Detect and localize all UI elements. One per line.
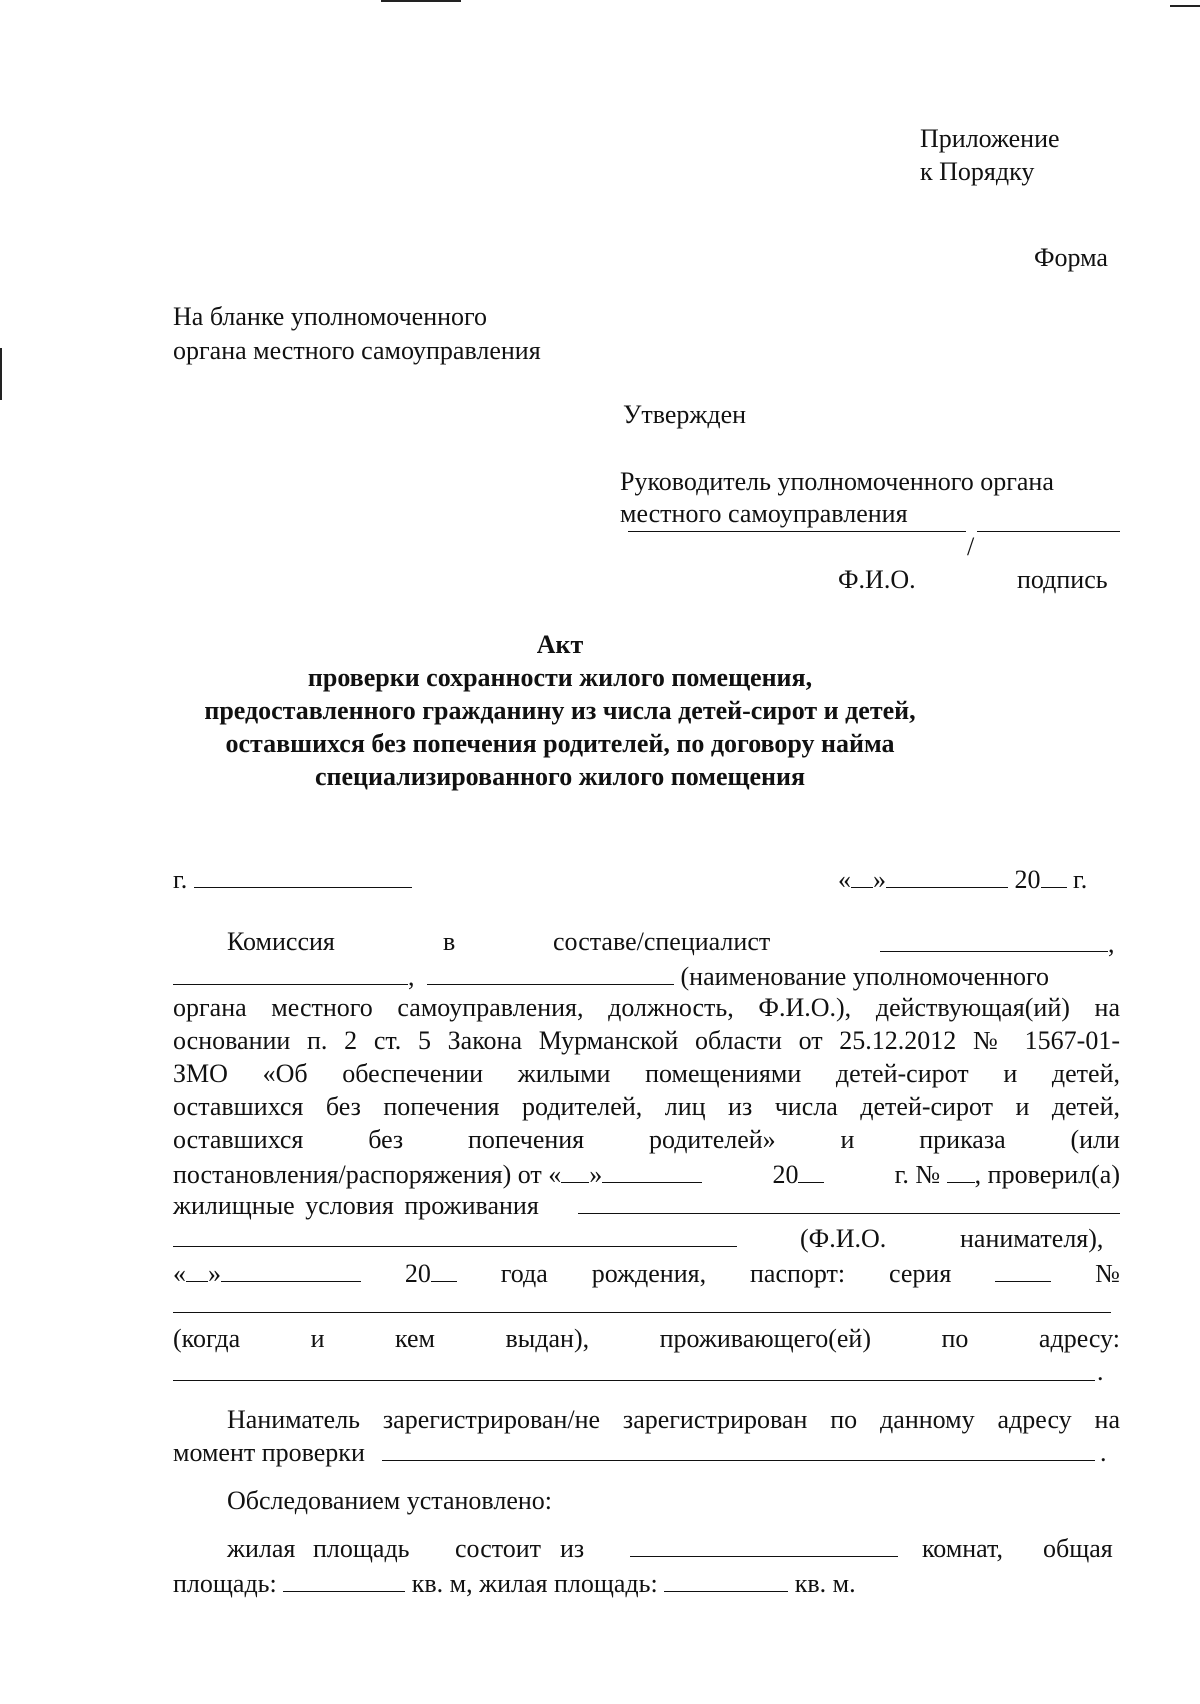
living-area-label: кв. м, жилая площадь: xyxy=(411,1569,658,1598)
p4-word-4: из xyxy=(560,1534,585,1563)
passport-number-label: № xyxy=(1095,1259,1120,1288)
p2-line-2: момент проверки xyxy=(173,1438,365,1467)
p1-l10-tenant: нанимателя), xyxy=(960,1224,1104,1253)
birth-year-prefix: 20 xyxy=(404,1259,431,1288)
p3-inspection: Обследованием установлено: xyxy=(227,1486,552,1515)
p4-word-3: состоит xyxy=(455,1534,542,1563)
birth-month-blank xyxy=(221,1255,361,1282)
birth-quote-close: » xyxy=(208,1259,221,1288)
p1-l7-word-1: оставшихся xyxy=(173,1125,304,1154)
birth-year-group xyxy=(405,1255,457,1290)
address-blank xyxy=(173,1380,1095,1381)
birth-year-blank xyxy=(431,1255,457,1282)
p1-l8-group-3 xyxy=(895,1156,1120,1191)
order-number-blank xyxy=(947,1156,975,1183)
p1-word-in: в xyxy=(443,927,456,956)
order-month-blank xyxy=(602,1156,702,1183)
total-area-blank xyxy=(283,1565,405,1592)
p1-l8-year: 20 xyxy=(772,1160,799,1189)
order-year-blank xyxy=(798,1156,824,1183)
total-area-label: площадь: xyxy=(173,1569,277,1598)
p1-composition-field xyxy=(880,925,1115,960)
p4-rooms: комнат, xyxy=(922,1534,1003,1563)
p1-l11-word-3: паспорт: xyxy=(749,1259,846,1288)
p1-l11-word-1: года xyxy=(500,1259,548,1288)
p1-l13-word-2: и xyxy=(310,1324,325,1353)
scan-artifact-top-right xyxy=(1170,5,1200,7)
slash-separator: / xyxy=(967,532,975,561)
city-blank xyxy=(194,861,412,888)
p1-l13-word-6: по xyxy=(941,1324,969,1353)
year-blank xyxy=(1041,861,1067,888)
p1-l13-word-4: выдан), xyxy=(505,1324,590,1353)
p1-l13-word-3: кем xyxy=(395,1324,436,1353)
p1-word-commission: Комиссия xyxy=(227,927,335,956)
p1-l13-word-5: проживающего(ей) xyxy=(659,1324,871,1353)
p2-period: . xyxy=(1100,1438,1107,1467)
registration-blank xyxy=(382,1460,1095,1461)
p1-comma: , xyxy=(1108,929,1115,958)
city-field xyxy=(173,861,412,896)
approved-label: Утвержден xyxy=(623,400,747,429)
sq-m-label: кв. м. xyxy=(794,1569,856,1598)
fio-blank-line xyxy=(628,531,966,532)
p1-line-9 xyxy=(173,1189,539,1222)
document-title xyxy=(0,628,1120,793)
p1-l11-word-4: серия xyxy=(889,1259,952,1288)
month-blank xyxy=(886,861,1008,888)
blank-2a xyxy=(173,958,408,985)
p1-l7-word-3: попечения xyxy=(468,1125,585,1154)
form-label: Форма xyxy=(1034,243,1108,272)
date-field xyxy=(838,861,1087,896)
p1-line-6: оставшихся без попечения родителей, лиц из числа детей-сирот и детей, xyxy=(173,1092,1120,1121)
living-conditions-blank xyxy=(578,1213,1120,1214)
p1-line-8 xyxy=(173,1156,1120,1191)
order-day-blank xyxy=(561,1156,589,1183)
p1-l8-text-b: » xyxy=(589,1160,603,1189)
p1-line-7 xyxy=(173,1123,1120,1156)
scan-artifact-top xyxy=(381,0,461,2)
p4-word-1: жилая xyxy=(227,1534,296,1563)
p4-total: общая xyxy=(1043,1534,1113,1563)
p1-l10-fio: (Ф.И.О. xyxy=(800,1224,887,1253)
title-line-4: оставшихся без попечения родителей, по договору найма xyxy=(225,729,895,758)
fio-caption: Ф.И.О. xyxy=(838,565,916,594)
head-line-1: Руководитель уполномоченного органа xyxy=(620,467,1054,496)
p1-l8-text-a: постановления/распоряжения) от « xyxy=(173,1160,562,1189)
year-suffix: г. xyxy=(1073,865,1088,894)
signature-caption: подпись xyxy=(1017,565,1108,594)
p1-line-2 xyxy=(173,958,1049,993)
day-blank xyxy=(851,861,873,888)
p1-l7-word-7: (или xyxy=(1070,1125,1120,1154)
rooms-blank xyxy=(630,1556,898,1557)
p1-l8-group-2 xyxy=(772,1156,824,1191)
p1-l7-word-5: и xyxy=(840,1125,855,1154)
p1-l8-number-label: г. № xyxy=(894,1160,941,1189)
title-line-1: Акт xyxy=(536,630,584,659)
city-prefix: г. xyxy=(173,865,188,894)
p1-l8-checked: , проверил(а) xyxy=(974,1160,1120,1189)
head-line-2: местного самоуправления xyxy=(620,499,908,528)
birth-day-blank xyxy=(186,1255,208,1282)
p2-line-1: Наниматель зарегистрирован/не зарегистрирован по данному адресу на xyxy=(227,1405,1120,1434)
composition-blank xyxy=(880,925,1108,952)
signature-blank-line xyxy=(977,531,1120,532)
p1-l7-word-2: без xyxy=(368,1125,404,1154)
p4-line-2 xyxy=(173,1565,856,1600)
title-line-5: специализированного жилого помещения xyxy=(314,762,806,791)
p1-l13-word-1: (когда xyxy=(173,1324,241,1353)
passport-issue-blank xyxy=(173,1312,1111,1313)
blank-2b xyxy=(427,958,674,985)
title-line-3: предоставленного гражданину из числа детей-сирот и детей, xyxy=(204,696,916,725)
scan-artifact-left xyxy=(0,348,2,400)
p1-line-2-text: (наименование уполномоченного xyxy=(680,962,1049,991)
p1-word-composition: составе/специалист xyxy=(553,927,771,956)
title-line-2: проверки сохранности жилого помещения, xyxy=(307,663,813,692)
year-prefix: 20 xyxy=(1014,865,1041,894)
living-area-blank xyxy=(664,1565,788,1592)
p1-line-13 xyxy=(173,1322,1120,1355)
p1-l13-word-7: адресу: xyxy=(1038,1324,1120,1353)
appendix-line-1: Приложение xyxy=(920,124,1060,153)
birth-date-group xyxy=(173,1255,361,1290)
letterhead-line-1: На бланке уполномоченного xyxy=(173,302,488,331)
p1-l7-word-6: приказа xyxy=(919,1125,1006,1154)
tenant-name-blank xyxy=(173,1246,737,1247)
p1-line-5: ЗМО «Об обеспечении жилыми помещениями детей-сирот и детей, xyxy=(173,1059,1120,1088)
p1-l7-word-4: родителей» xyxy=(648,1125,776,1154)
p1-l9-text: жилищные условия проживания xyxy=(173,1191,539,1220)
letterhead-line-2: органа местного самоуправления xyxy=(173,336,541,365)
p1-line-11 xyxy=(173,1255,1120,1290)
p1-line-3: органа местного самоуправления, должность, Ф.И.О.), действующая(ий) на xyxy=(173,993,1120,1022)
p4-word-2: площадь xyxy=(313,1534,410,1563)
p1-l11-word-2: рождения, xyxy=(591,1259,707,1288)
birth-quote-open: « xyxy=(173,1259,186,1288)
p1-l8-group-1 xyxy=(173,1156,702,1191)
date-quote-open: « xyxy=(838,865,851,894)
date-quote-close: » xyxy=(873,865,886,894)
appendix-line-2: к Порядку xyxy=(920,157,1035,186)
passport-series-blank xyxy=(995,1255,1051,1282)
p1-line-2-comma: , xyxy=(408,962,415,991)
address-period: . xyxy=(1097,1357,1104,1386)
p1-line-4: основании п. 2 ст. 5 Закона Мурманской области от 25.12.2012 № 1567-01- xyxy=(173,1026,1120,1055)
